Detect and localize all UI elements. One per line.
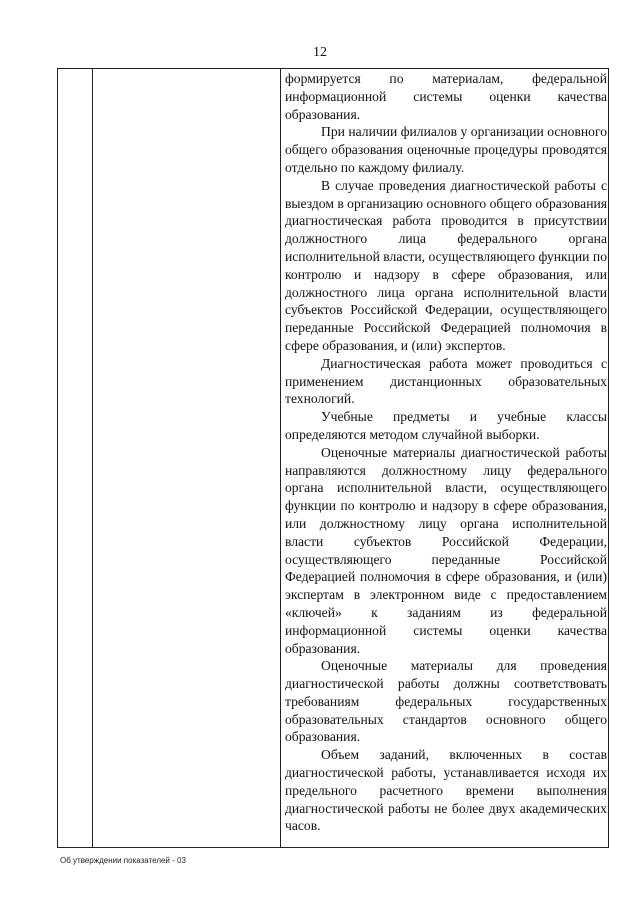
table-column-content bbox=[284, 69, 608, 847]
paragraph-materials-delivery: Оценочные материалы диагностической работы направляются должностному лицу федерального органа исполнительной власти, осуществляющего функции по контролю и надзору в сфере образования, или должностному лицу органа исполнительной власти субъектов Российской Федерации, осуществляющего переданные Российской Федерацией полномочия в сфере образования, и (или) экспертам в электронном виде с предоставлением «ключей» к заданиям из федеральной информационной системы оценки качества образования. bbox=[285, 444, 607, 656]
document-table bbox=[57, 68, 609, 848]
table-column-name bbox=[93, 69, 281, 847]
paragraph-standards-compliance: Оценочные материалы для проведения диагностической работы должны соответствовать требованиям федеральных государственных образовательных стандартов основного общего образования. bbox=[285, 658, 607, 745]
paragraph-task-volume: Объем заданий, включенных в состав диагностической работы, устанавливается исходя их предельного расчетного времени выполнения диагностической работы не более двух академических часов. bbox=[285, 747, 607, 834]
paragraph-onsite-procedure: В случае проведения диагностической работы с выездом в организацию основного общего образования диагностическая работа проводится в присутствии должностного лица федерального органа исполнительной власти, осуществляющего функции по контролю и надзору в сфере образования, или должностного лица органа исполнительной власти субъектов Российской Федерации, осуществляющего переданные Российской Федерацией полномочия в сфере образования, и (или) экспертов. bbox=[285, 177, 607, 353]
table-column-number bbox=[58, 69, 93, 847]
page-number: 12 bbox=[313, 45, 327, 60]
paragraph-continuation: формируется по материалам, федеральной информационной системы оценки качества образования. bbox=[285, 71, 607, 122]
paragraph-branches: При наличии филиалов у организации основного общего образования оценочные процедуры проводятся отдельно по каждому филиалу. bbox=[285, 124, 607, 175]
paragraph-remote-technology: Диагностическая работа может проводиться с применением дистанционных образовательных технологий. bbox=[285, 355, 607, 407]
paragraph-random-sampling: Учебные предметы и учебные классы определяются методом случайной выборки. bbox=[285, 409, 607, 442]
footer-note: Об утверждении показателей - 03 bbox=[60, 856, 186, 865]
